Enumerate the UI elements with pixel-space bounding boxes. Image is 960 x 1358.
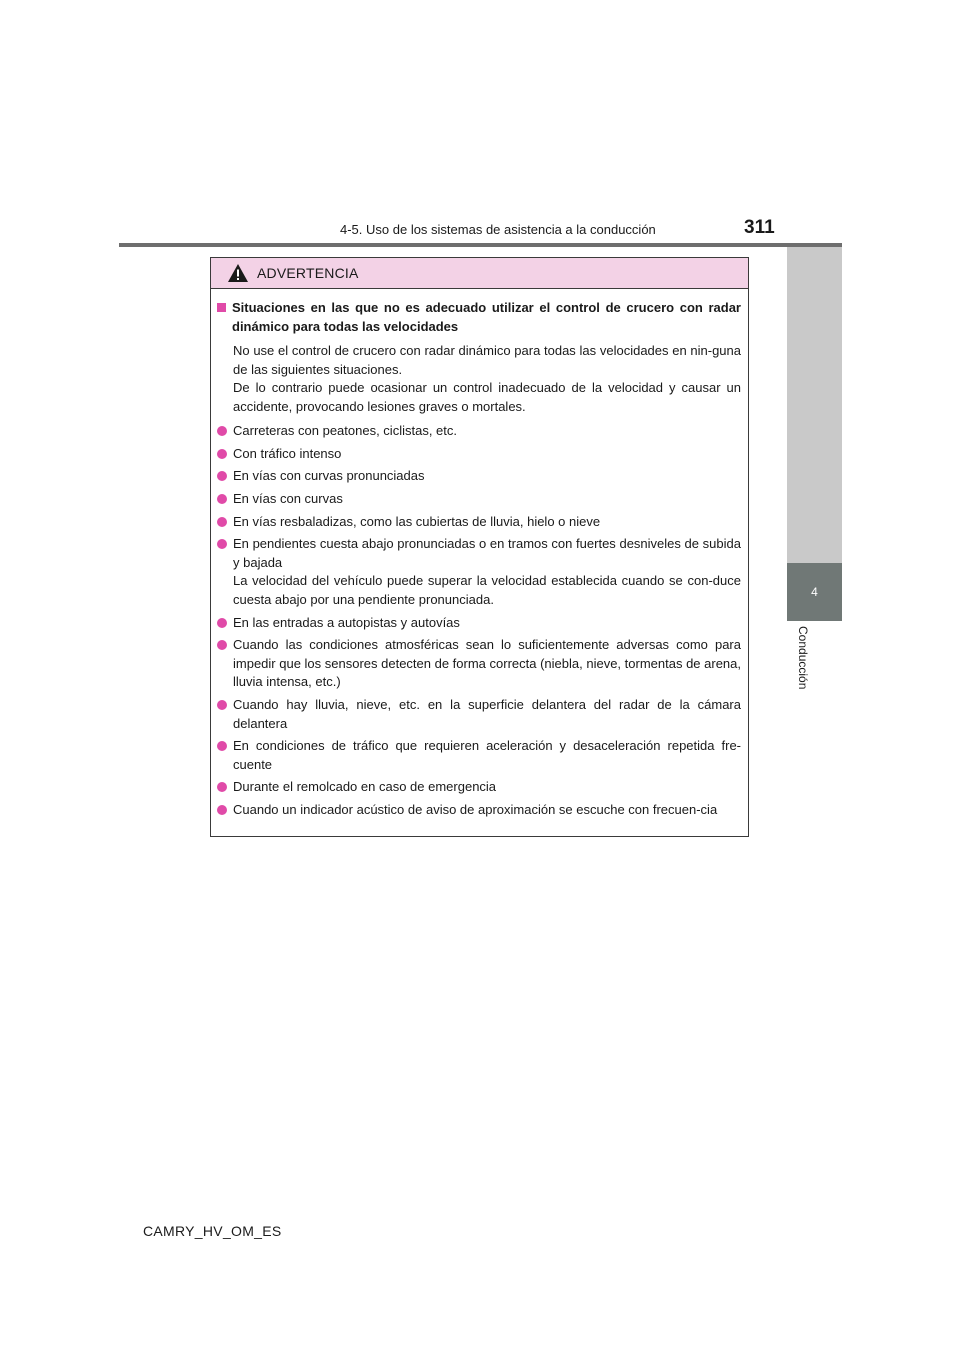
bullet-dot-icon bbox=[217, 640, 227, 650]
list-item-text: En vías con curvas bbox=[233, 491, 343, 507]
bullet-dot-icon bbox=[217, 618, 227, 628]
warning-heading-text: Situaciones en las que no es adecuado utilizar el control de crucero con radar dinámico para todas las velocidades bbox=[232, 300, 741, 334]
list-item-body bbox=[233, 696, 741, 733]
bullet-dot-icon bbox=[217, 494, 227, 504]
list-item-text: En vías resbaladizas, como las cubiertas de lluvia, hielo o nieve bbox=[233, 513, 601, 529]
intro-paragraph bbox=[233, 342, 741, 416]
bullet-dot-icon bbox=[217, 517, 227, 527]
list-item bbox=[217, 636, 741, 692]
bullet-dot-icon bbox=[217, 471, 227, 481]
bullet-dot-icon bbox=[217, 539, 227, 549]
list-item-text: En las entradas a autopistas y autovías bbox=[233, 614, 460, 630]
header-rule bbox=[119, 243, 842, 247]
page-number: 311 bbox=[744, 217, 775, 238]
list-item bbox=[217, 445, 741, 464]
side-bar bbox=[787, 247, 842, 563]
list-item-text: Cuando un indicador acústico de aviso de aproximación se escuche con frecuen-cia bbox=[233, 802, 718, 818]
list-item bbox=[217, 696, 741, 733]
list-item-body bbox=[233, 801, 741, 820]
list-item bbox=[217, 801, 741, 820]
bullet-dot-icon bbox=[217, 449, 227, 459]
chapter-label: Conducción bbox=[796, 626, 810, 690]
list-item-body bbox=[233, 467, 741, 486]
list-item bbox=[217, 614, 741, 633]
list-item-body bbox=[233, 737, 741, 774]
warning-heading bbox=[217, 299, 741, 336]
list-item-text: Cuando hay lluvia, nieve, etc. en la superficie delantera del radar de la cámara delantera bbox=[233, 697, 741, 731]
list-item-text: En condiciones de tráfico que requieren aceleración y desaceleración repetida fre-cuente bbox=[233, 738, 741, 772]
list-item-text: Carreteras con peatones, ciclistas, etc. bbox=[233, 423, 457, 438]
square-bullet-icon bbox=[217, 303, 226, 312]
list-item-body bbox=[233, 636, 741, 692]
list-item-body bbox=[233, 535, 741, 609]
bullet-dot-icon bbox=[217, 805, 227, 815]
list-item-subtext: La velocidad del vehículo puede superar la velocidad establecida cuando se con-duce cuesta abajo por una pendiente pronunciada. bbox=[233, 573, 741, 607]
list-item-text: En vías con curvas pronunciadas bbox=[233, 468, 425, 484]
intro-text-1: No use el control de crucero con radar dinámico para todas las velocidades en nin-guna de las siguientes situaciones. bbox=[233, 343, 741, 377]
list-item-body bbox=[233, 778, 741, 797]
list-item bbox=[217, 778, 741, 797]
warning-box bbox=[210, 257, 749, 837]
bullet-dot-icon bbox=[217, 782, 227, 792]
list-item bbox=[217, 467, 741, 486]
list-item-body bbox=[233, 614, 741, 633]
warning-header bbox=[211, 258, 748, 289]
warning-body bbox=[211, 289, 748, 820]
list-item bbox=[217, 737, 741, 774]
list-item bbox=[217, 535, 741, 609]
intro-text-2: De lo contrario puede ocasionar un control inadecuado de la velocidad y causar un accidente, provocando lesiones graves o mortales. bbox=[233, 380, 741, 414]
warning-triangle-icon bbox=[227, 263, 249, 283]
bullet-dot-icon bbox=[217, 426, 227, 436]
list-item-text: Cuando las condiciones atmosféricas sean lo suficientemente adversas como para impedir que los sensores detecten de forma correcta (niebla, nieve, tormentas de arena, lluvia intensa, etc.) bbox=[233, 637, 741, 690]
list-item-text: Durante el remolcado en caso de emergencia bbox=[233, 779, 497, 795]
list-item-body bbox=[233, 513, 741, 532]
list-item-body bbox=[233, 490, 741, 509]
document-code: CAMRY_HV_OM_ES bbox=[143, 1223, 282, 1239]
bullet-dot-icon bbox=[217, 741, 227, 751]
list-item-body bbox=[233, 422, 741, 441]
list-item bbox=[217, 490, 741, 509]
bullet-dot-icon bbox=[217, 700, 227, 710]
list-item-text: Con tráfico intenso bbox=[233, 445, 342, 461]
list-item bbox=[217, 513, 741, 532]
situations-list bbox=[217, 422, 741, 820]
warning-title: ADVERTENCIA bbox=[257, 265, 359, 281]
list-item-body bbox=[233, 445, 741, 464]
header-section-title: 4-5. Uso de los sistemas de asistencia a la conducción bbox=[340, 222, 656, 237]
list-item-text: En pendientes cuesta abajo pronunciadas o en tramos con fuertes desniveles de subida y bajada bbox=[233, 536, 741, 570]
list-item bbox=[217, 422, 741, 441]
chapter-tab[interactable]: 4 bbox=[787, 563, 842, 621]
